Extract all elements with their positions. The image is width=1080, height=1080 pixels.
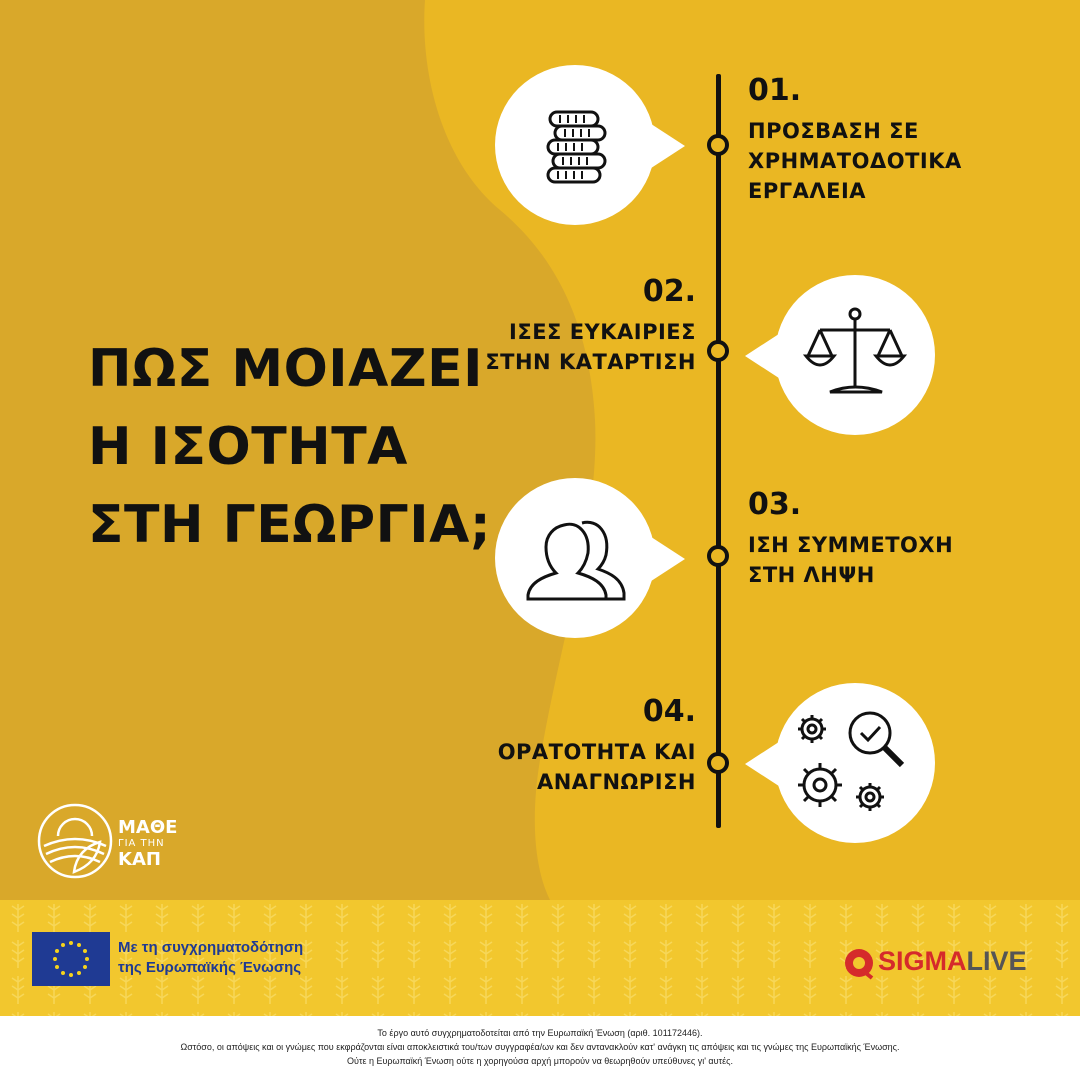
balance-scale-icon xyxy=(800,300,910,410)
mathe-logo-icon xyxy=(36,802,114,880)
brand-live: LIVE xyxy=(966,946,1027,976)
eu-text-line-1: Με τη συγχρηματοδότηση xyxy=(118,939,304,956)
timeline-dot-1 xyxy=(707,134,729,156)
step-3-text xyxy=(748,488,953,590)
step-2-number: 02. xyxy=(642,274,696,309)
step-1-bubble xyxy=(495,65,655,225)
step-2-label-line-1: ΙΣΕΣ ΕΥΚΑΙΡΙΕΣ xyxy=(509,320,696,344)
timeline-dot-4 xyxy=(707,752,729,774)
step-1-label-line-2: ΧΡΗΜΑΤΟΔΟΤΙΚΑ xyxy=(748,149,962,173)
step-4-number: 04. xyxy=(642,694,696,729)
eu-text-line-2: της Ευρωπαϊκής Ένωσης xyxy=(118,959,302,976)
eu-flag-icon xyxy=(32,932,110,986)
brand-sigma: SIGMA xyxy=(878,946,967,976)
gears-magnifier-icon xyxy=(790,703,920,823)
page-title xyxy=(88,330,491,564)
step-1-text xyxy=(748,74,962,206)
step-3-bubble xyxy=(495,478,655,638)
step-2-bubble xyxy=(775,275,935,435)
title-line-1: ΠΩΣ ΜΟΙΑΖΕΙ xyxy=(88,339,483,399)
step-1-number: 01. xyxy=(748,73,802,108)
timeline-dot-2 xyxy=(707,340,729,362)
step-4-label-line-1: ΟΡΑΤΟΤΗΤΑ ΚΑΙ xyxy=(497,740,696,764)
logo-line-2: ΓΙΑ ΤΗΝ xyxy=(118,838,165,849)
step-1-label-line-3: ΕΡΓΑΛΕΙΑ xyxy=(748,179,867,203)
eu-cofunding-text xyxy=(118,938,303,978)
step-3-label-line-2: ΣΤΗ ΛΗΨΗ xyxy=(748,563,875,587)
coins-stack-icon xyxy=(520,90,630,200)
title-line-3: ΣΤΗ ΓΕΩΡΓΙΑ; xyxy=(88,495,492,555)
disclaimer-footer xyxy=(0,1016,1080,1080)
step-1-label-line-1: ΠΡΟΣΒΑΣΗ ΣΕ xyxy=(748,119,919,143)
timeline-line xyxy=(716,74,721,828)
logo-text xyxy=(118,818,177,870)
step-2-label-line-2: ΣΤΗΝ ΚΑΤΑΡΤΙΣΗ xyxy=(485,350,696,374)
sigmalive-logo xyxy=(842,942,1027,980)
footer-line-2: Ωστόσο, οι απόψεις και οι γνώμες που εκφράζονται είναι αποκλειστικά του/των συγγραφέα/ων και δεν αντανακλούν κατ' ανάγκη τις απόψεις και τις γνώμες της Ευρωπαϊκής Ένωσης. xyxy=(180,1042,900,1052)
logo-line-3: ΚΑΠ xyxy=(118,849,161,870)
logo-line-1: ΜΑΘΕ xyxy=(118,817,178,838)
step-4-label-line-2: ΑΝΑΓΝΩΡΙΣΗ xyxy=(536,770,696,794)
sigma-swirl-icon xyxy=(842,946,876,980)
step-2-text xyxy=(485,275,696,377)
footer-line-1: Το έργο αυτό συγχρηματοδοτείται από την Ευρωπαϊκή Ένωση (αριθ. 101172446). xyxy=(377,1028,703,1038)
footer-line-3: Ούτε η Ευρωπαϊκή Ένωση ούτε η χορηγούσα αρχή μπορούν να θεωρηθούν υπεύθυνες γι' αυτές. xyxy=(347,1056,733,1066)
timeline-dot-3 xyxy=(707,545,729,567)
step-3-number: 03. xyxy=(748,487,802,522)
step-4-bubble xyxy=(775,683,935,843)
step-3-label-line-1: ΙΣΗ ΣΥΜΜΕΤΟΧΗ xyxy=(748,533,954,557)
step-4-text xyxy=(498,695,696,797)
title-line-2: Η ΙΣΟΤΗΤΑ xyxy=(88,417,408,477)
two-people-icon xyxy=(520,503,630,613)
